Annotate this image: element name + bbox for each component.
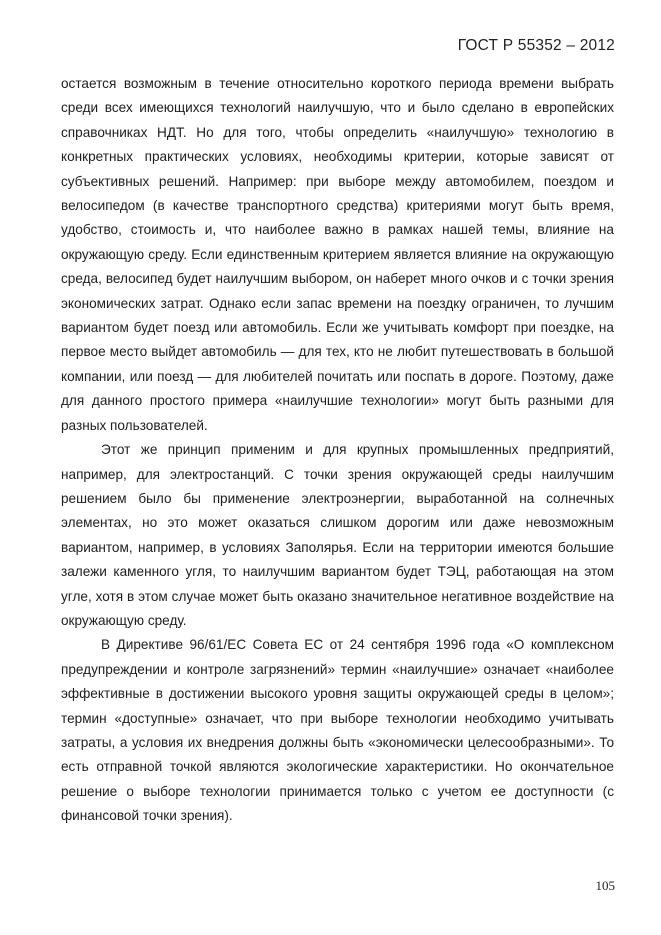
paragraph-directive: В Директиве 96/61/ЕС Совета ЕС от 24 сентября 1996 года «О комплексном предупреждении и контроле загрязнений» термин «наилучшие» означает «наиболее эффективные в достижении высокого уровня защиты окружающей среды в целом»; термин «доступные» означает, что при выборе технологии необходимо учитывать затраты, а условия их внедрения должны быть «экономически целесообразными». То есть отправной точкой являются экологические характеристики. Но окончательное решение о выборе технологии принимается только с учетом ее доступности (с финансовой точки зрения). — [61, 637, 614, 824]
document-body — [61, 72, 614, 829]
standard-header: ГОСТ Р 55352 – 2012 — [457, 37, 615, 54]
page-number: 105 — [595, 878, 615, 893]
paragraph-continuation: остается возможным в течение относительно короткого периода времени выбрать среди всех имеющихся технологий наилучшую, что и было сделано в европейских справочниках НДТ. Но для того, чтобы определить «наилучшую» технологию в конкретных практических условиях, необходимы критерии, которые зависят от субъективных решений. Например: при выборе между автомобилем, поездом и велосипедом (в качестве транспортного средства) критериями могут быть время, удобство, стоимость и, что наиболее важно в рамках нашей темы, влияние на окружающую среду. Если единственным критерием является влияние на окружающую среда, велосипед будет наилучшим выбором, он наберет много очков и с точки зрения экономических затрат. Однако если запас времени на поездку ограничен, то лучшим вариантом будет поезд или автомобиль. Если же учитывать комфорт при поездке, на первое место выйдет автомобиль — для тех, кто не любит путешествовать в большой компании, или поезд — для любителей почитать или поспать в дороге. Поэтому, даже для данного простого примера «наилучшие технологии» могут быть разными для разных пользователей. — [61, 76, 614, 433]
paragraph-power-plants: Этот же принцип применим и для крупных промышленных предприятий, например, для электростанций. С точки зрения окружающей среды наилучшим решением было бы применение электроэнергии, выработанной на солнечных элементах, но это может оказаться слишком дорогим или даже невозможным вариантом, например, в условиях Заполярья. Если на территории имеются большие залежи каменного угля, то наилучшим вариантом будет ТЭЦ, работающая на этом угле, хотя в этом случае может быть оказано значительное негативное воздействие на окружающую среду. — [61, 442, 614, 628]
